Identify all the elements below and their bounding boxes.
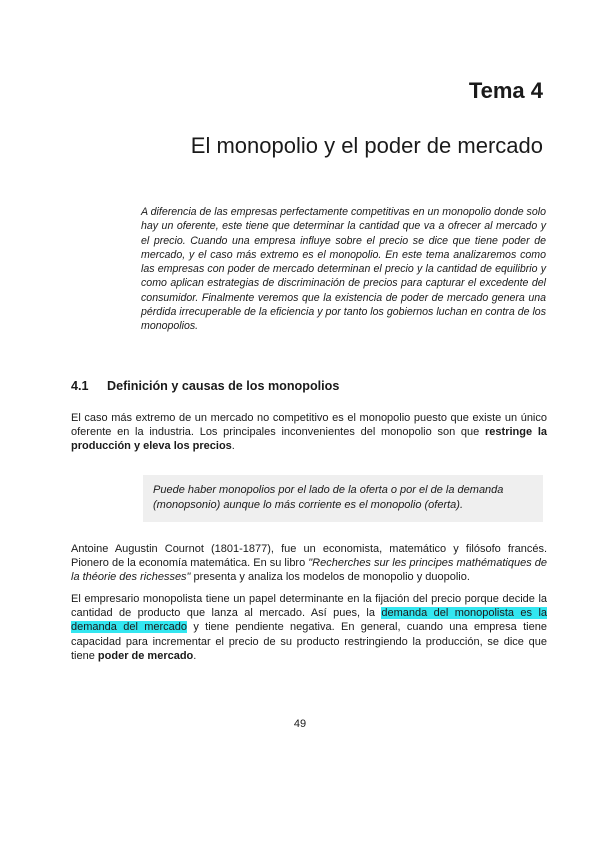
section-heading xyxy=(71,379,339,393)
bold-phrase: poder de mercado xyxy=(97,649,194,662)
paragraph-end: . xyxy=(231,440,235,453)
paragraph-end: . xyxy=(193,649,197,662)
paragraph-text: El caso más extremo de un mercado no competitivo es el monopolio puesto que existe un único oferente en la industria. Los principales inconvenientes del monopolio son que xyxy=(71,412,547,439)
section-title: Definición y causas de los monopolios xyxy=(107,379,340,393)
section-number: 4.1 xyxy=(71,379,89,393)
paragraph-monopoly-definition xyxy=(71,411,547,454)
bold-phrase: restringe la producción y eleva los precios xyxy=(71,426,548,453)
note-box xyxy=(143,475,543,522)
highlighted-phrase: demanda del monopolista es la demanda del mercado xyxy=(71,607,548,634)
paragraph-text-end: presenta y analiza los modelos de monopolio y duopolio. xyxy=(190,571,470,584)
paragraph-text-mid: y tiene pendiente negativa. En general, cuando una empresa tiene capacidad para incrementar el precio de su producto restringiendo la producción, se dice que tiene xyxy=(71,621,547,662)
paragraph-text: Antoine Augustin Cournot (1801-1877), fue un economista, matemático y filósofo francés. Pionero de la economía matemática. En su libro xyxy=(71,543,547,570)
paragraph-market-power xyxy=(71,592,547,663)
book-title: "Recherches sur les principes mathématiques de la théorie des richesses" xyxy=(71,557,547,584)
chapter-abstract: A diferencia de las empresas perfectamente competitivas en un monopolio donde solo hay un oferente, este tiene que determinar la cantidad que va a ofrecer al mercado y el precio. Cuando una empresa influye sobre el precio se dice que tiene poder de mercado, y el caso más extremo es el monopolio. En este tema analizaremos como las empresas con poder de mercado determinan el precio y la cantidad de equilibrio y como aplican estrategias de discriminación de precios para capturar el excedente del consumidor. Finalmente veremos que la existencia de poder de mercado genera una pérdida irrecuperable de la eficiencia y por tanto los gobiernos luchan en contra de los monopolios. xyxy=(141,206,546,333)
chapter-number: Tema 4 xyxy=(468,78,543,103)
chapter-title: El monopolio y el poder de mercado xyxy=(190,133,543,158)
page-number: 49 xyxy=(293,718,307,730)
paragraph-text: El empresario monopolista tiene un papel determinante en la fijación del precio porque decide la cantidad de producto que lanza al mercado. Así pues, la xyxy=(71,593,547,620)
paragraph-cournot xyxy=(71,542,547,585)
note-text: Puede haber monopolios por el lado de la oferta o por el de la demanda (monopsonio) aunque lo más corriente es el monopolio (oferta). xyxy=(153,484,504,511)
